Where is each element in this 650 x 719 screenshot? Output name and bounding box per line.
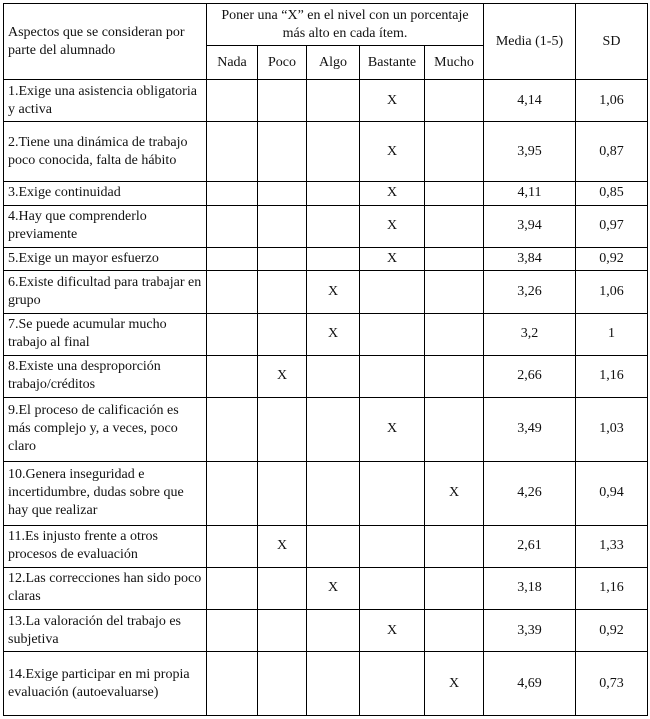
level-mark-cell: [425, 271, 484, 313]
mean-cell: 3,2: [484, 313, 576, 355]
level-mark-cell: [360, 313, 425, 355]
aspect-cell: 8.Existe una desproporción trabajo/créditos: [4, 355, 207, 397]
level-mark-cell: [258, 313, 307, 355]
level-mark-cell: X: [307, 313, 360, 355]
level-mark-cell: [425, 397, 484, 461]
sd-cell: 1,16: [576, 567, 648, 609]
level-header-mucho: Mucho: [425, 46, 484, 80]
aspect-cell: 11.Es injusto frente a otros procesos de evaluación: [4, 525, 207, 567]
level-mark-cell: [207, 609, 258, 651]
aspect-cell: 14.Exige participar en mi propia evaluación (autoevaluarse): [4, 652, 207, 716]
level-mark-cell: X: [307, 567, 360, 609]
sd-cell: 0,73: [576, 652, 648, 716]
level-mark-cell: [425, 205, 484, 247]
mean-cell: 3,95: [484, 122, 576, 182]
level-mark-cell: X: [360, 205, 425, 247]
aspect-cell: 2.Tiene una dinámica de trabajo poco conocida, falta de hábito: [4, 122, 207, 182]
mean-cell: 3,39: [484, 609, 576, 651]
aspect-cell: 9.El proceso de calificación es más complejo y, a veces, poco claro: [4, 397, 207, 461]
level-mark-cell: [425, 609, 484, 651]
aspect-cell: 4.Hay que comprenderlo previamente: [4, 205, 207, 247]
level-mark-cell: [258, 397, 307, 461]
level-mark-cell: X: [360, 122, 425, 182]
mean-cell: 4,69: [484, 652, 576, 716]
level-mark-cell: [207, 652, 258, 716]
level-mark-cell: X: [258, 355, 307, 397]
level-mark-cell: [207, 181, 258, 205]
level-header-poco: Poco: [258, 46, 307, 80]
level-mark-cell: [307, 652, 360, 716]
table-row: [4, 355, 648, 397]
mean-cell: 2,66: [484, 355, 576, 397]
aspect-cell: 1.Exige una asistencia obligatoria y activa: [4, 80, 207, 122]
sd-cell: 0,92: [576, 247, 648, 271]
sd-cell: 0,87: [576, 122, 648, 182]
level-mark-cell: X: [360, 247, 425, 271]
table-row: [4, 313, 648, 355]
level-mark-cell: [207, 122, 258, 182]
level-mark-cell: [207, 205, 258, 247]
aspect-cell: 5.Exige un mayor esfuerzo: [4, 247, 207, 271]
level-mark-cell: [307, 80, 360, 122]
level-mark-cell: [258, 652, 307, 716]
aspect-cell: 13.La valoración del trabajo es subjetiva: [4, 609, 207, 651]
sd-cell: 0,94: [576, 461, 648, 525]
instruction-header: Poner una “X” en el nivel con un porcentaje más alto en cada ítem.: [207, 4, 484, 46]
table-row: [4, 247, 648, 271]
table-row: [4, 652, 648, 716]
aspect-column-header: Aspectos que se consideran por parte del alumnado: [4, 4, 207, 80]
level-mark-cell: [207, 80, 258, 122]
level-mark-cell: X: [360, 80, 425, 122]
table-body: [4, 80, 648, 716]
level-mark-cell: [307, 205, 360, 247]
level-mark-cell: [360, 271, 425, 313]
table-row: [4, 525, 648, 567]
level-mark-cell: X: [258, 525, 307, 567]
sd-cell: 1,06: [576, 80, 648, 122]
level-mark-cell: [207, 313, 258, 355]
mean-cell: 2,61: [484, 525, 576, 567]
level-mark-cell: [425, 355, 484, 397]
table-row: [4, 397, 648, 461]
sd-cell: 0,92: [576, 609, 648, 651]
level-mark-cell: X: [307, 271, 360, 313]
mean-cell: 3,49: [484, 397, 576, 461]
table-row: [4, 271, 648, 313]
table-row: [4, 567, 648, 609]
sd-cell: 0,97: [576, 205, 648, 247]
mean-column-header: Media (1-5): [484, 4, 576, 80]
level-mark-cell: [207, 567, 258, 609]
sd-cell: 1,33: [576, 525, 648, 567]
aspect-cell: 7.Se puede acumular mucho trabajo al final: [4, 313, 207, 355]
sd-cell: 1,16: [576, 355, 648, 397]
aspect-cell: 6.Existe dificultad para trabajar en grupo: [4, 271, 207, 313]
level-header-algo: Algo: [307, 46, 360, 80]
level-mark-cell: [258, 271, 307, 313]
level-mark-cell: [207, 271, 258, 313]
table-row: [4, 609, 648, 651]
table-row: [4, 122, 648, 182]
level-mark-cell: [360, 525, 425, 567]
sd-cell: 1,06: [576, 271, 648, 313]
level-mark-cell: [360, 461, 425, 525]
level-header-nada: Nada: [207, 46, 258, 80]
level-mark-cell: [258, 181, 307, 205]
level-mark-cell: [425, 122, 484, 182]
aspect-cell: 12.Las correcciones han sido poco claras: [4, 567, 207, 609]
level-mark-cell: [207, 461, 258, 525]
level-mark-cell: [207, 247, 258, 271]
level-mark-cell: [307, 181, 360, 205]
level-mark-cell: [307, 525, 360, 567]
table-row: [4, 461, 648, 525]
level-mark-cell: X: [425, 461, 484, 525]
level-mark-cell: X: [425, 652, 484, 716]
mean-cell: 3,84: [484, 247, 576, 271]
level-mark-cell: [425, 80, 484, 122]
sd-cell: 0,85: [576, 181, 648, 205]
level-mark-cell: [425, 567, 484, 609]
sd-column-header: SD: [576, 4, 648, 80]
mean-cell: 3,26: [484, 271, 576, 313]
level-mark-cell: [425, 313, 484, 355]
mean-cell: 4,14: [484, 80, 576, 122]
aspect-cell: 3.Exige continuidad: [4, 181, 207, 205]
level-mark-cell: [307, 609, 360, 651]
level-mark-cell: [258, 461, 307, 525]
level-mark-cell: X: [360, 181, 425, 205]
level-mark-cell: X: [360, 609, 425, 651]
mean-cell: 3,18: [484, 567, 576, 609]
mean-cell: 4,26: [484, 461, 576, 525]
level-mark-cell: [207, 525, 258, 567]
table-row: [4, 181, 648, 205]
level-mark-cell: [307, 122, 360, 182]
level-header-bastante: Bastante: [360, 46, 425, 80]
level-mark-cell: [258, 122, 307, 182]
table-row: [4, 205, 648, 247]
table-row: [4, 80, 648, 122]
level-mark-cell: [258, 247, 307, 271]
level-mark-cell: [307, 397, 360, 461]
level-mark-cell: [425, 247, 484, 271]
level-mark-cell: [207, 355, 258, 397]
survey-table: [3, 3, 648, 716]
mean-cell: 3,94: [484, 205, 576, 247]
level-mark-cell: [360, 567, 425, 609]
level-mark-cell: [258, 205, 307, 247]
level-mark-cell: [207, 397, 258, 461]
level-mark-cell: [258, 80, 307, 122]
aspect-cell: 10.Genera inseguridad e incertidumbre, dudas sobre que hay que realizar: [4, 461, 207, 525]
level-mark-cell: [360, 355, 425, 397]
level-mark-cell: [307, 461, 360, 525]
mean-cell: 4,11: [484, 181, 576, 205]
level-mark-cell: [307, 355, 360, 397]
level-mark-cell: [425, 525, 484, 567]
level-mark-cell: [307, 247, 360, 271]
sd-cell: 1,03: [576, 397, 648, 461]
level-mark-cell: X: [360, 397, 425, 461]
sd-cell: 1: [576, 313, 648, 355]
level-mark-cell: [425, 181, 484, 205]
level-mark-cell: [360, 652, 425, 716]
level-mark-cell: [258, 609, 307, 651]
level-mark-cell: [258, 567, 307, 609]
